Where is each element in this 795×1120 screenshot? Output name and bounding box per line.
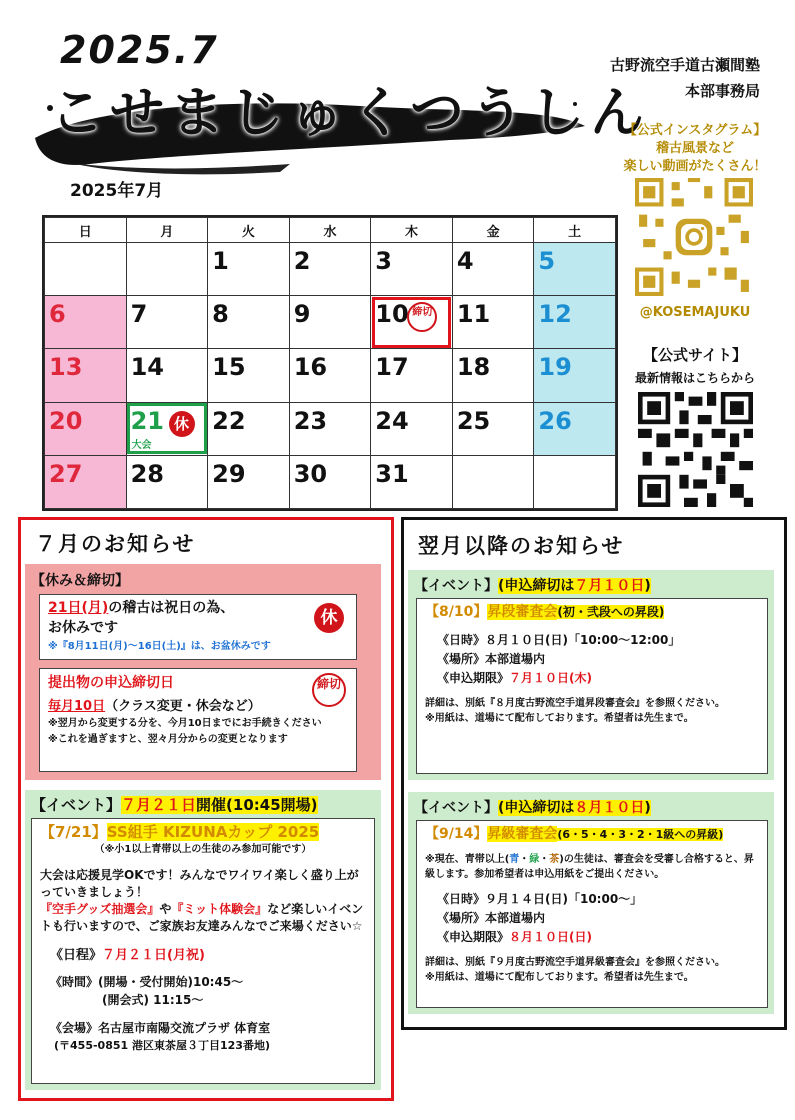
kyu-sub: (6・5・4・3・2・1級への昇級) [557, 828, 724, 841]
calendar-day-saturday: 12 [534, 296, 616, 349]
kyu-deadline-value: ８月１０日(日) [509, 930, 592, 944]
weekday-sun: 日 [45, 218, 127, 243]
calendar-day: 2 [289, 243, 371, 296]
shodan-details [437, 631, 759, 688]
july-notices-heading: ７月のお知らせ [35, 532, 196, 556]
schedule-value: ７月２１日(月祝) [102, 948, 205, 963]
weekday-fri: 金 [452, 218, 534, 243]
rest-deadline-band: 【休み＆締切】 [31, 573, 129, 589]
calendar-weekday-row [45, 218, 616, 243]
issue-year-month: 2025.7 [60, 28, 219, 72]
kyu-note2: ※用紙は、道場にて配布しております。希望者は先生まで。 [425, 972, 694, 983]
kizuna-tag: 【7/21】 [40, 823, 107, 841]
upcoming-notices-heading: 翌月以降のお知らせ [418, 534, 625, 558]
kyu-details [437, 890, 759, 947]
kyu-note1: 詳細は、別紙『９月度古野流空手道昇級審査会』を参照ください。 [425, 957, 725, 968]
event-band-time: 開催(10:45開場) [196, 796, 318, 814]
belt-dot2: ・ [539, 854, 550, 865]
instagram-line2: 楽しい動画がたくさん！ [623, 159, 767, 174]
calendar-day: 31 [371, 455, 453, 508]
instagram-heading: 【公式インスタグラム】 [623, 123, 767, 138]
shodan-sub: (初・弐段への昇段) [557, 605, 665, 619]
calendar-day-tournament [126, 402, 208, 455]
calendar-week [45, 296, 616, 349]
shodan-title [425, 603, 759, 621]
shodan-name: 昇段審査会 [487, 604, 558, 620]
event-sep-band [408, 795, 774, 819]
kyu-date: 《日時》９月１４日(日)「10:00～」 [437, 892, 643, 906]
calendar-week [45, 402, 616, 455]
shodan-tag: 【8/10】 [425, 604, 488, 620]
calendar-day: 15 [208, 349, 290, 402]
rest-deadline-section [25, 564, 381, 780]
kizuna-schedule [50, 947, 366, 965]
weekday-tue: 火 [208, 218, 290, 243]
weekday-thu: 木 [371, 218, 453, 243]
kyu-place: 《場所》本部道場内 [437, 911, 546, 925]
schedule-label: 《日程》 [50, 948, 103, 963]
event-band-label: 【イベント】 [31, 796, 122, 814]
deadline-note2: ※これを過ぎますと、翌々月分からの変更となります [48, 734, 288, 745]
day-number: 10 [375, 300, 409, 329]
event-band-date: ７月２１日 [121, 796, 197, 814]
kizuna-ya: や [159, 902, 172, 916]
kizuna-para2 [40, 901, 366, 935]
kyu-para-a: ※現在、青帯以上( [425, 854, 510, 865]
calendar [42, 215, 618, 511]
calendar-day-sunday: 20 [45, 402, 127, 455]
kizuna-eligibility: （※小1以上青帯以上の生徒のみ参加可能です） [94, 844, 312, 855]
belt-dot1: ・ [519, 854, 530, 865]
kyu-title [425, 825, 759, 844]
calendar-day-sunday: 6 [45, 296, 127, 349]
calendar-day: 29 [208, 455, 290, 508]
instagram-heading-block [605, 122, 785, 176]
kyu-name: 昇級審査会 [487, 826, 558, 842]
shodan-deadline-value: ７月１０日(木) [509, 671, 592, 685]
sep-band-open: (申込締切は [498, 800, 575, 816]
organization [570, 52, 760, 104]
calendar-day-sunday: 27 [45, 455, 127, 508]
calendar-day: 7 [126, 296, 208, 349]
day-number: 21 [130, 406, 164, 435]
calendar-week [45, 455, 616, 508]
sep-band-close: ) [644, 800, 651, 816]
org-office: 本部事務局 [684, 82, 760, 100]
kizuna-address: (〒455-0851 港区東茶屋３丁目123番地) [54, 1039, 270, 1052]
aug-band-open: (申込締切は [498, 578, 575, 594]
aug-band-date: ７月１０日 [574, 578, 645, 594]
calendar-day [126, 243, 208, 296]
shodan-note1: 詳細は、別紙『８月度古野流空手道昇段審査会』を参照ください。 [425, 698, 725, 709]
deadline-box [39, 668, 357, 772]
calendar-day: 30 [289, 455, 371, 508]
instagram-handle[interactable]: @KOSEMAJUKU [639, 305, 751, 320]
calendar-table [44, 217, 616, 509]
aug-band-label: 【イベント】 [414, 578, 498, 594]
calendar-day [534, 455, 616, 508]
deadline-paren: （クラス変更・休会など） [105, 699, 261, 714]
weekday-wed: 水 [289, 218, 371, 243]
kyu-exam-box [416, 820, 768, 1008]
event-aug-section [408, 570, 774, 780]
holiday-box [39, 594, 357, 660]
deadline-note1: ※翌月から変更する分を、今月10日までにお手続きください [48, 718, 322, 729]
shodan-deadline [437, 669, 759, 688]
event-sep-section [408, 792, 774, 1014]
event-july-section [25, 790, 381, 1090]
calendar-day: 14 [126, 349, 208, 402]
shodan-note2: ※用紙は、道場にて配布しております。希望者は先生まで。 [425, 713, 694, 724]
site-subtitle: 最新情報はこちらから [634, 371, 755, 385]
shodan-place: 《場所》本部道場内 [437, 652, 546, 666]
holiday-reason: の稽古は祝日の為、 [108, 600, 235, 616]
kizuna-time2: (開会式) 11:15～ [102, 993, 204, 1007]
aug-band-close: ) [644, 578, 651, 594]
calendar-month-label: 2025年7月 [70, 181, 164, 201]
deadline-title: 提出物の申込締切日 [48, 675, 174, 691]
obon-note: ※『8月11日(月)～16日(土)』は、お盆休みです [48, 641, 271, 652]
kyu-deadline-label: 《申込期限》 [437, 930, 510, 944]
instagram-qr-icon[interactable] [635, 178, 753, 296]
calendar-day: 9 [289, 296, 371, 349]
event-aug-band [408, 573, 774, 597]
calendar-day: 23 [289, 402, 371, 455]
site-heading: 【公式サイト】 [643, 346, 747, 364]
calendar-day: 11 [452, 296, 534, 349]
sep-band-date: ８月１０日 [574, 800, 645, 816]
belt-brown: 茶 [549, 854, 560, 865]
shodan-date: 《日時》８月１０日(日)「10:00～12:00」 [437, 633, 681, 647]
kyu-deadline [437, 928, 759, 947]
calendar-day: 3 [371, 243, 453, 296]
kizuna-para2-rest: など楽しいイベントも行いますので、ご家族お友達みんなでご来場ください☆ [40, 902, 364, 933]
calendar-day-deadline [371, 296, 453, 349]
calendar-day [452, 455, 534, 508]
site-qr-icon[interactable] [638, 392, 753, 507]
weekday-sat: 土 [534, 218, 616, 243]
calendar-day-sunday: 13 [45, 349, 127, 402]
calendar-day: 8 [208, 296, 290, 349]
kizuna-name: SS組手 KIZUNAカップ 2025 [106, 823, 320, 841]
calendar-day-saturday: 26 [534, 402, 616, 455]
calendar-week [45, 349, 616, 402]
tournament-label: 大会 [131, 439, 152, 451]
calendar-day [45, 243, 127, 296]
calendar-day: 25 [452, 402, 534, 455]
calendar-day: 18 [452, 349, 534, 402]
july-notices-panel [18, 517, 394, 1101]
kizuna-time1: 《時間》(開場・受付開始)10:45～ [50, 975, 244, 989]
calendar-day: 17 [371, 349, 453, 402]
deadline-date: 毎月10日 [48, 699, 106, 714]
instagram-line1: 稽古風景など [655, 141, 734, 156]
holiday-date: 21日(月) [48, 600, 109, 616]
kizuna-cup-box [31, 818, 375, 1084]
deadline-line [48, 698, 348, 716]
calendar-day: 22 [208, 402, 290, 455]
shodan-exam-box [416, 598, 768, 774]
calendar-week [45, 243, 616, 296]
calendar-day: 4 [452, 243, 534, 296]
calendar-day-saturday: 19 [534, 349, 616, 402]
holiday-stamp-icon: 休 [169, 411, 195, 437]
kizuna-para1: 大会は応援見学OKです！みんなでワイワイ楽しく盛り上がっていきましょう！ [40, 868, 359, 899]
calendar-day-saturday: 5 [534, 243, 616, 296]
belt-blue: 青 [509, 854, 520, 865]
belt-green: 緑 [529, 854, 540, 865]
calendar-day: 24 [371, 402, 453, 455]
kizuna-venue: 《会場》名古屋市南陽交流プラザ 体育室 [50, 1021, 271, 1035]
org-name: 古野流空手道古瀬間塾 [609, 56, 760, 74]
kizuna-title [40, 823, 366, 841]
event-july-band [25, 792, 381, 817]
kyu-para-b: )の生徒は、審査会を受審し合格すると、昇級します。参加希望者は申込用紙をご提出ください。 [425, 854, 754, 880]
calendar-day: 28 [126, 455, 208, 508]
calendar-day: 1 [208, 243, 290, 296]
deadline-stamp-icon: 締切 [312, 673, 346, 707]
kizuna-mitt: 『ミット体験会』 [171, 902, 268, 916]
upcoming-notices-panel [401, 517, 787, 1030]
calendar-day: 16 [289, 349, 371, 402]
deadline-stamp-icon: 締切 [407, 302, 437, 332]
kyu-tag: 【9/14】 [425, 826, 488, 842]
kyu-para [425, 852, 759, 882]
holiday-stamp-icon: 休 [314, 603, 344, 633]
shodan-deadline-label: 《申込期限》 [437, 671, 510, 685]
holiday-line2: お休みです [48, 620, 118, 636]
sep-band-label: 【イベント】 [414, 800, 498, 816]
kizuna-lottery: 『空手グッズ抽選会』 [40, 902, 160, 916]
holiday-line1 [48, 598, 348, 618]
weekday-mon: 月 [126, 218, 208, 243]
newsletter-title: こせまじゅくつうしん [50, 81, 650, 144]
